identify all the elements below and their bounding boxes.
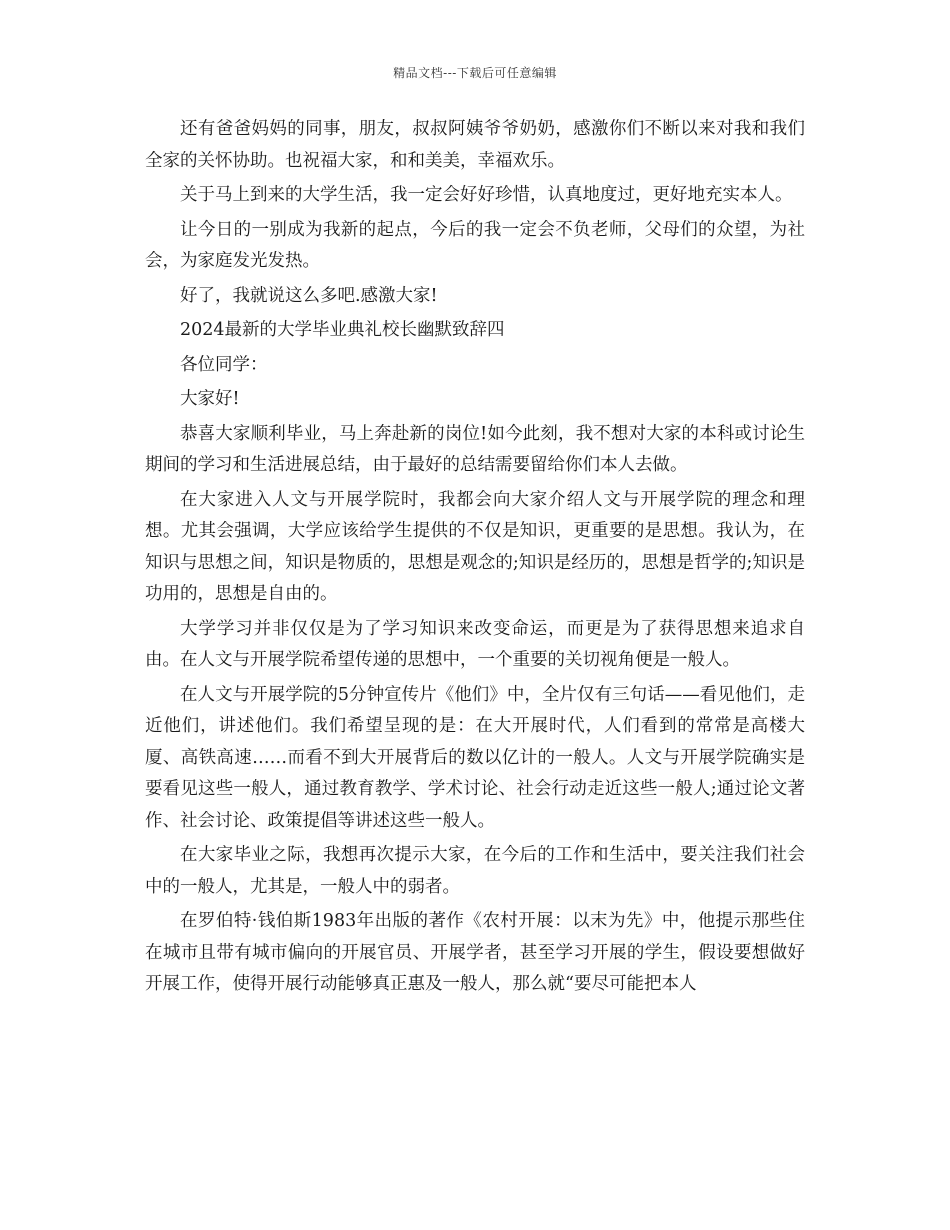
paragraph: 在人文与开展学院的5分钟宣传片《他们》中，全片仅有三句话——看见他们，走近他们，讲述他们。我们希望呈现的是：在大开展时代，人们看到的常常是高楼大厦、高铁高速……而看不到大开展背后的数以亿计的一般人。人文与开展学院确实是要看见这些一般人，通过教育教学、学术讨论、社会行动走近这些一般人;通过论文著作、社会讨论、政策提倡等讲述这些一般人。 xyxy=(145,684,805,831)
paragraph: 大学学习并非仅仅是为了学习知识来改变命运，而更是为了获得思想来追求自由。在人文与开展学院希望传递的思想中，一个重要的关切视角便是一般人。 xyxy=(145,618,805,670)
paragraph: 还有爸爸妈妈的同事，朋友，叔叔阿姨爷爷奶奶，感激你们不断以来对我和我们全家的关怀协助。也祝福大家，和和美美，幸福欢乐。 xyxy=(145,119,805,171)
paragraph: 好了，我就说这么多吧.感激大家! xyxy=(180,285,438,306)
salutation: 各位同学： xyxy=(180,354,268,375)
paragraph: 在大家进入人文与开展学院时，我都会向大家介绍人文与开展学院的理念和理想。尤其会强调，大学应该给学生提供的不仅是知识，更重要的是思想。我认为，在知识与思想之间，知识是物质的，思想是观念的;知识是经历的，思想是哲学的;知识是功用的，思想是自由的。 xyxy=(145,489,805,604)
paragraph: 让今日的一别成为我新的起点，今后的我一定会不负老师，父母们的众望，为社会，为家庭发光发热。 xyxy=(145,219,805,271)
paragraph: 关于马上到来的大学生活，我一定会好好珍惜，认真地度过，更好地充实本人。 xyxy=(180,185,793,205)
greeting: 大家好! xyxy=(180,389,240,409)
paragraph: 恭喜大家顺利毕业，马上奔赴新的岗位!如今此刻，我不想对大家的本科或讨论生期间的学习和生活进展总结，由于最好的总结需要留给你们本人去做。 xyxy=(145,423,805,475)
paragraph: 在罗伯特·钱伯斯1983年出版的著作《农村开展：以末为先》中，他提示那些住在城市且带有城市偏向的开展官员、开展学者，甚至学习开展的学生，假设要想做好开展工作，使得开展行动能够真正惠及一般人，那么就“要尽可能把本人 xyxy=(145,911,805,994)
document-body xyxy=(145,114,805,1004)
paragraph: 在大家毕业之际，我想再次提示大家，在今后的工作和生活中，要关注我们社会中的一般人，尤其是，一般人中的弱者。 xyxy=(145,845,805,897)
section-title: 2024最新的大学毕业典礼校长幽默致辞四 xyxy=(180,320,505,340)
page-header: 精品文档---下载后可任意编辑 xyxy=(393,66,557,80)
